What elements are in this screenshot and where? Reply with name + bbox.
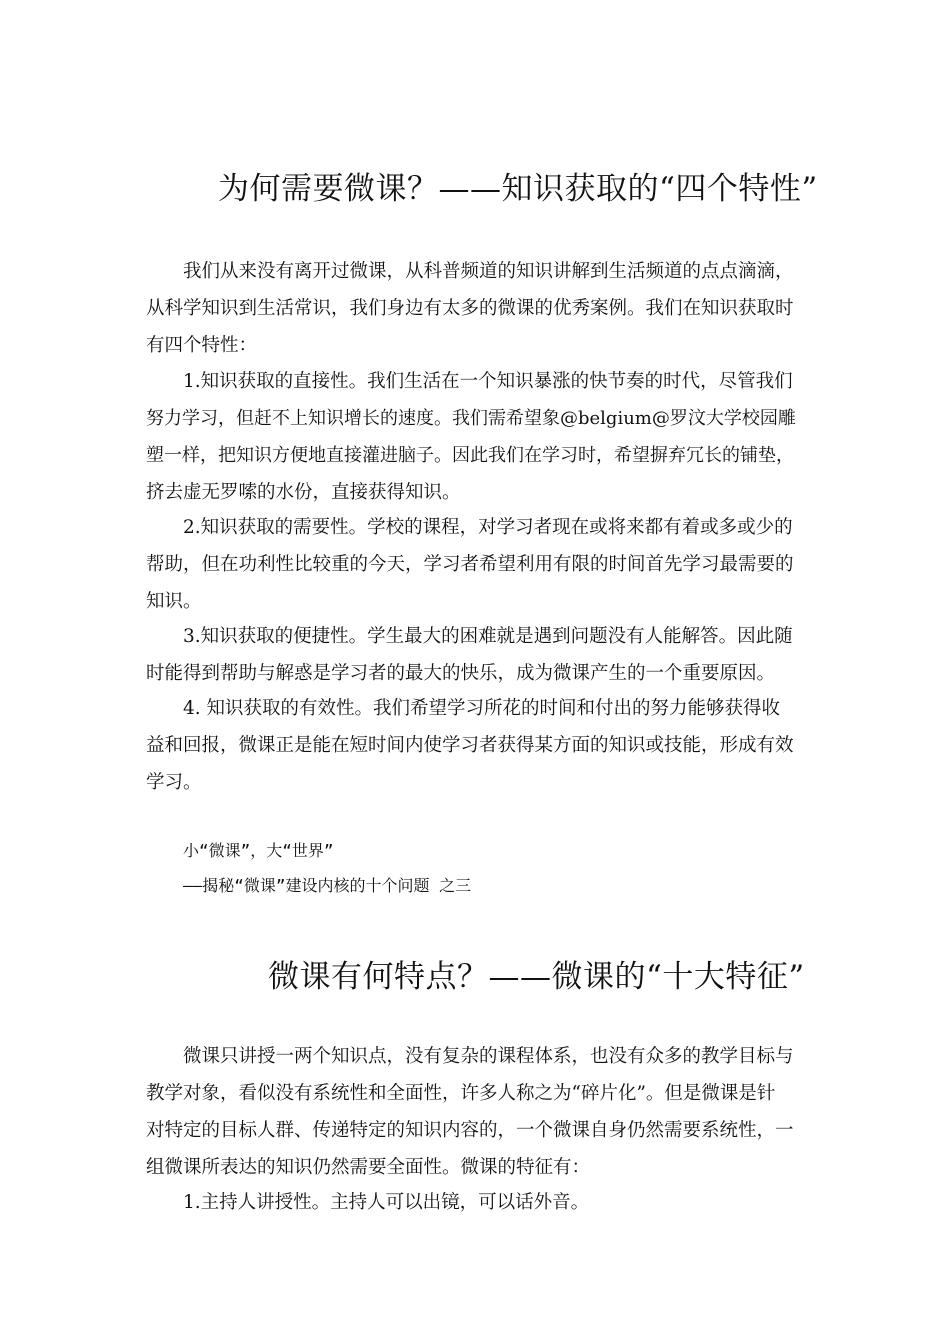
paragraph-line: 对特定的目标人群、传递特定的知识内容的，一个微课自身仍然需要系统性，一	[146, 1120, 794, 1141]
paragraph-line: 组微课所表达的知识仍然需要全面性。微课的特征有：	[146, 1157, 591, 1178]
paragraph-line: 挤去虚无罗嗦的水份，直接获得知识。	[146, 482, 461, 503]
paragraph-line: 1.主持人讲授性。主持人可以出镜，可以话外音。	[183, 1192, 590, 1213]
paragraph-line: 时能得到帮助与解惑是学习者的最大的快乐，成为微课产生的一个重要原因。	[146, 663, 776, 684]
paragraph-line: 帮助，但在功利性比较重的今天，学习者希望利用有限的时间首先学习最需要的	[146, 554, 794, 575]
paragraph-line: 塑一样，把知识方便地直接灌进脑子。因此我们在学习时，希望摒弃冗长的铺垫，	[146, 445, 794, 466]
subtitle-line-2: ——揭秘“微课”建设内核的十个问题 之三	[183, 876, 472, 895]
paragraph-line: 益和回报，微课正是能在短时间内使学习者获得某方面的知识或技能，形成有效	[146, 735, 794, 756]
paragraph-line: 学习。	[146, 772, 202, 793]
section-1-title: 为何需要微课？——知识获取的“四个特性”	[218, 171, 818, 207]
paragraph-line: 1.知识获取的直接性。我们生活在一个知识暴涨的快节奏的时代，尽管我们	[183, 371, 793, 392]
subtitle-line-1: 小“微课”，大“世界”	[183, 841, 334, 860]
paragraph-line: 我们从来没有离开过微课，从科普频道的知识讲解到生活频道的点点滴滴，	[183, 261, 794, 282]
paragraph-line: 教学对象，看似没有系统性和全面性，许多人称之为“碎片化”。但是微课是针	[146, 1083, 776, 1104]
paragraph-line: 4. 知识获取的有效性。我们希望学习所花的时间和付出的努力能够获得收	[183, 698, 781, 719]
paragraph-line: 2.知识获取的需要性。学校的课程，对学习者现在或将来都有着或多或少的	[183, 517, 793, 538]
paragraph-line: 有四个特性：	[146, 335, 258, 356]
paragraph-line: 从科学知识到生活常识，我们身边有太多的微课的优秀案例。我们在知识获取时	[146, 298, 794, 319]
section-2-title: 微课有何特点？——微课的“十大特征”	[268, 959, 805, 995]
paragraph-line: 微课只讲授一两个知识点，没有复杂的课程体系，也没有众多的教学目标与	[183, 1046, 794, 1067]
paragraph-line: 知识。	[146, 591, 202, 612]
paragraph-line: 努力学习，但赶不上知识增长的速度。我们需希望象@belgium@罗汶大学校园雕	[146, 408, 796, 429]
paragraph-line: 3.知识获取的便捷性。学生最大的困难就是遇到问题没有人能解答。因此随	[183, 626, 793, 647]
